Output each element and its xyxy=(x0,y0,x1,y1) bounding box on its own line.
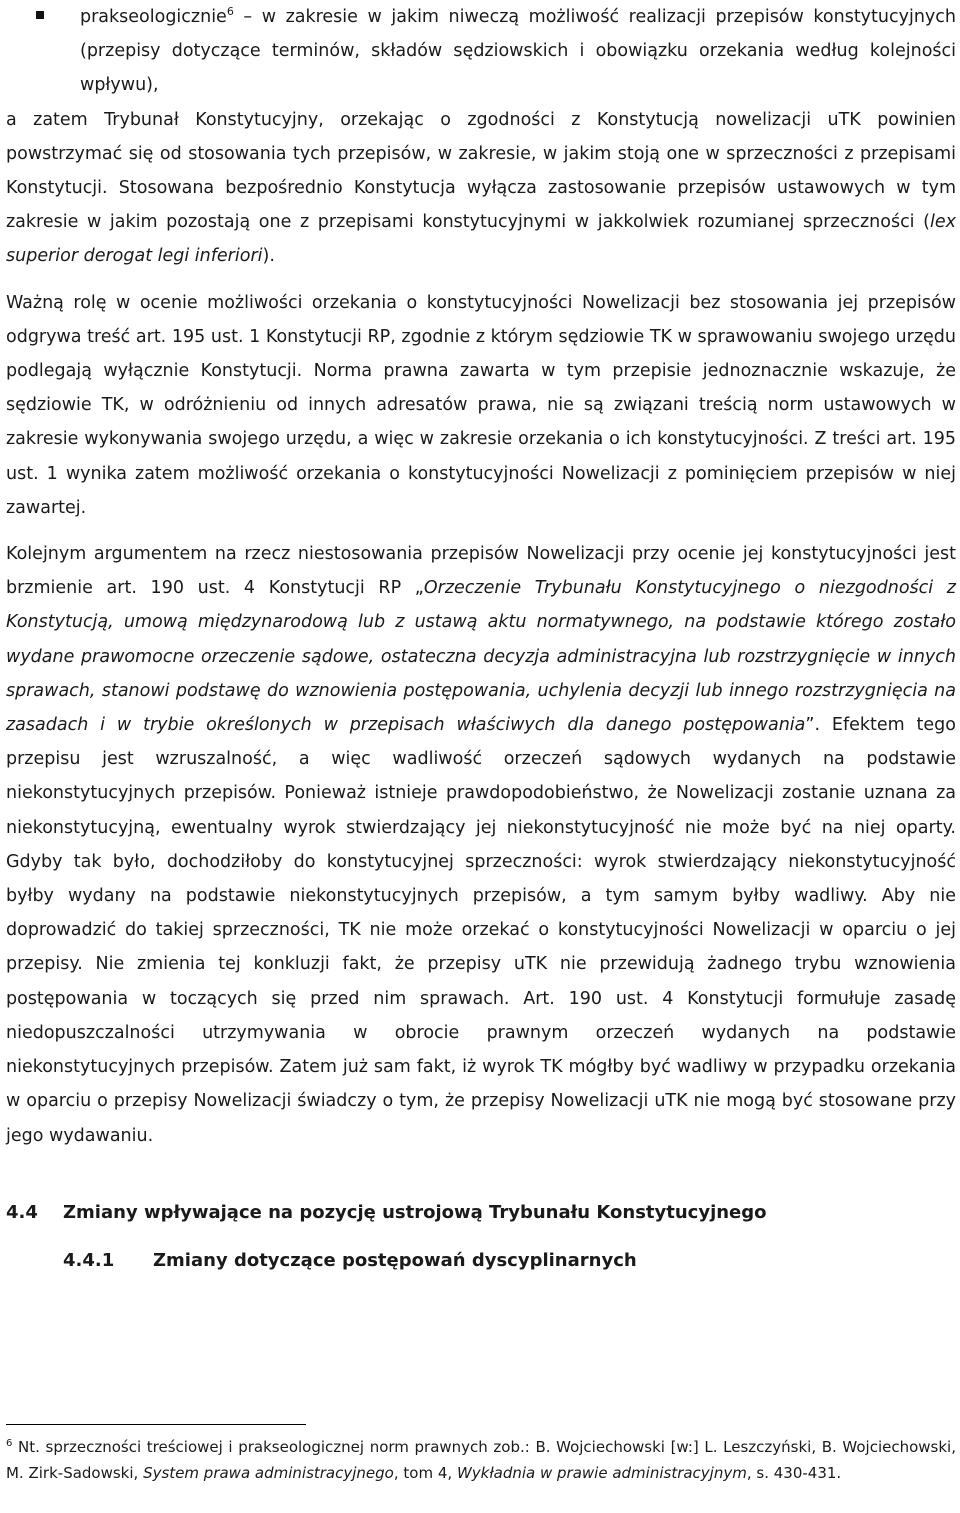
square-bullet-icon xyxy=(36,11,44,19)
footnote-number: 6 xyxy=(6,1438,13,1449)
footnote-text: Nt. sprzeczności treściowej i prakseologicznej norm prawnych zob.: B. Wojciechowski [w:] L. Leszczyński, B. Wojciechowski, M. Zirk-Sadowski, xyxy=(6,1438,956,1482)
section-heading xyxy=(6,1201,956,1225)
constitution-quote: Orzeczenie Trybunału Konstytucyjnego o niezgodności z Konstytucją, umową międzynarodową lub z ustawą aktu normatywnego, na podstawie którego zostało wydane prawomocne orzeczenie sądowe, ostateczna decyzja administracyjna lub rozstrzygnięcie w innych sprawach, stanowi podstawę do wznowienia postępowania, uchylenia decyzji lub innego rozstrzygnięcia na zasadach i w trybie określonych w przepisach właściwych dla danego postępowania xyxy=(6,578,956,736)
subsection-number: 4.4.1 xyxy=(63,1249,115,1271)
paragraph-text-end: ). xyxy=(262,246,275,267)
subsection-heading xyxy=(6,1249,956,1273)
footnote xyxy=(6,1434,956,1486)
footnote-text-2: , tom 4, xyxy=(393,1464,453,1482)
section-title: Zmiany wpływające na pozycję ustrojową Trybunału Konstytucyjnego xyxy=(63,1201,767,1223)
paragraph-tk-abstain xyxy=(6,103,956,274)
latin-maxim: lex superior derogat legi inferiori xyxy=(6,212,956,267)
section-number: 4.4 xyxy=(6,1201,38,1223)
paragraph-text-end: ”. Efektem tego przepisu jest wzruszalność, a więc wadliwość orzeczeń sądowych wydanych na podstawie niekonstytucyjnych przepisów. Ponieważ istnieje prawdopodobieństwo, że Nowelizacji zostanie uznana za niekonstytucyjną, ewentualny wyrok stwierdzający jej niekonstytucyjność nie może być na niej oparty. Gdyby tak było, dochodziłoby do konstytucyjnej sprzeczności: wyrok stwierdzający niekonstytucyjność byłby wydany na podstawie niekonstytucyjnych przepisów, a tym samym byłby wadliwy. Aby nie doprowadzić do takiej sprzeczności, TK nie może orzekać o konstytucyjności Nowelizacji w oparciu o jej przepisy. Nie zmienia tej konkluzji fakt, że przepisy uTK nie przewidują żadnego trybu wznowienia postępowania w toczących się przed nim sprawach. Art. 190 ust. 4 Konstytucji formułuje zasadę niedopuszczalności utrzymywania w obrocie prawnym orzeczeń wydanych na podstawie niekonstytucyjnych przepisów. Zatem już sam fakt, iż wyrok TK mógłby być wadliwy w przypadku orzekania w oparciu o przepisy Nowelizacji świadczy o tym, że przepisy Nowelizacji uTK nie mogą być stosowane przy jego wydawaniu. xyxy=(6,715,956,1146)
bullet-lead: prakseologicznie xyxy=(80,7,227,27)
paragraph-art-195: Ważną rolę w ocenie możliwości orzekania o konstytucyjności Nowelizacji bez stosowania jej przepisów odgrywa treść art. 195 ust. 1 Konstytucji RP, zgodnie z którym sędziowie TK w sprawowaniu swojego urzędu podlegają wyłącznie Konstytucji. Norma prawna zawarta w tym przepisie jednoznacznie wskazuje, że sędziowie TK, w odróżnieniu od innych adresatów prawa, nie są związani treścią norm ustawowych w zakresie wykonywania swojego urzędu, a więc w zakresie orzekania o ich konstytucyjności. Z treści art. 195 ust. 1 wynika zatem możliwość orzekania o konstytucyjności Nowelizacji z pominięciem przepisów w niej zawartej. xyxy=(6,292,956,518)
footnote-title-2: Wykładnia w prawie administracyjnym xyxy=(456,1464,747,1482)
bullet-paragraph xyxy=(6,0,956,103)
paragraph-text: Kolejnym argumentem na rzecz niestosowania przepisów Nowelizacji przy ocenie jej konstytucyjności jest brzmienie art. 190 ust. 4 Konstytucji RP „ xyxy=(6,544,956,599)
footnote-text-3: , s. 430-431. xyxy=(746,1464,842,1482)
document-page xyxy=(6,0,956,1273)
footnote-separator xyxy=(6,1424,306,1425)
footnote-title-1: System prawa administracyjnego xyxy=(143,1464,394,1482)
subsection-title: Zmiany dotyczące postępowań dyscyplinarnych xyxy=(153,1249,637,1271)
paragraph-text: a zatem Trybunał Konstytucyjny, orzekając o zgodności z Konstytucją nowelizacji uTK powinien powstrzymać się od stosowania tych przepisów, w zakresie, w jakim stoją one w sprzeczności z przepisami Konstytucji. Stosowana bezpośrednio Konstytucja wyłącza zastosowanie przepisów ustawowych w tym zakresie w jakim pozostają one z przepisami konstytucyjnymi w jakkolwiek rozumianej sprzeczności ( xyxy=(6,109,956,233)
paragraph-art-190 xyxy=(6,537,956,1153)
bullet-text: – w zakresie w jakim niweczą możliwość realizacji przepisów konstytucyjnych (przepisy dotyczące terminów, składów sędziowskich i obowiązku orzekania według kolejności wpływu), xyxy=(80,7,956,96)
footnote-ref[interactable]: 6 xyxy=(226,5,234,19)
